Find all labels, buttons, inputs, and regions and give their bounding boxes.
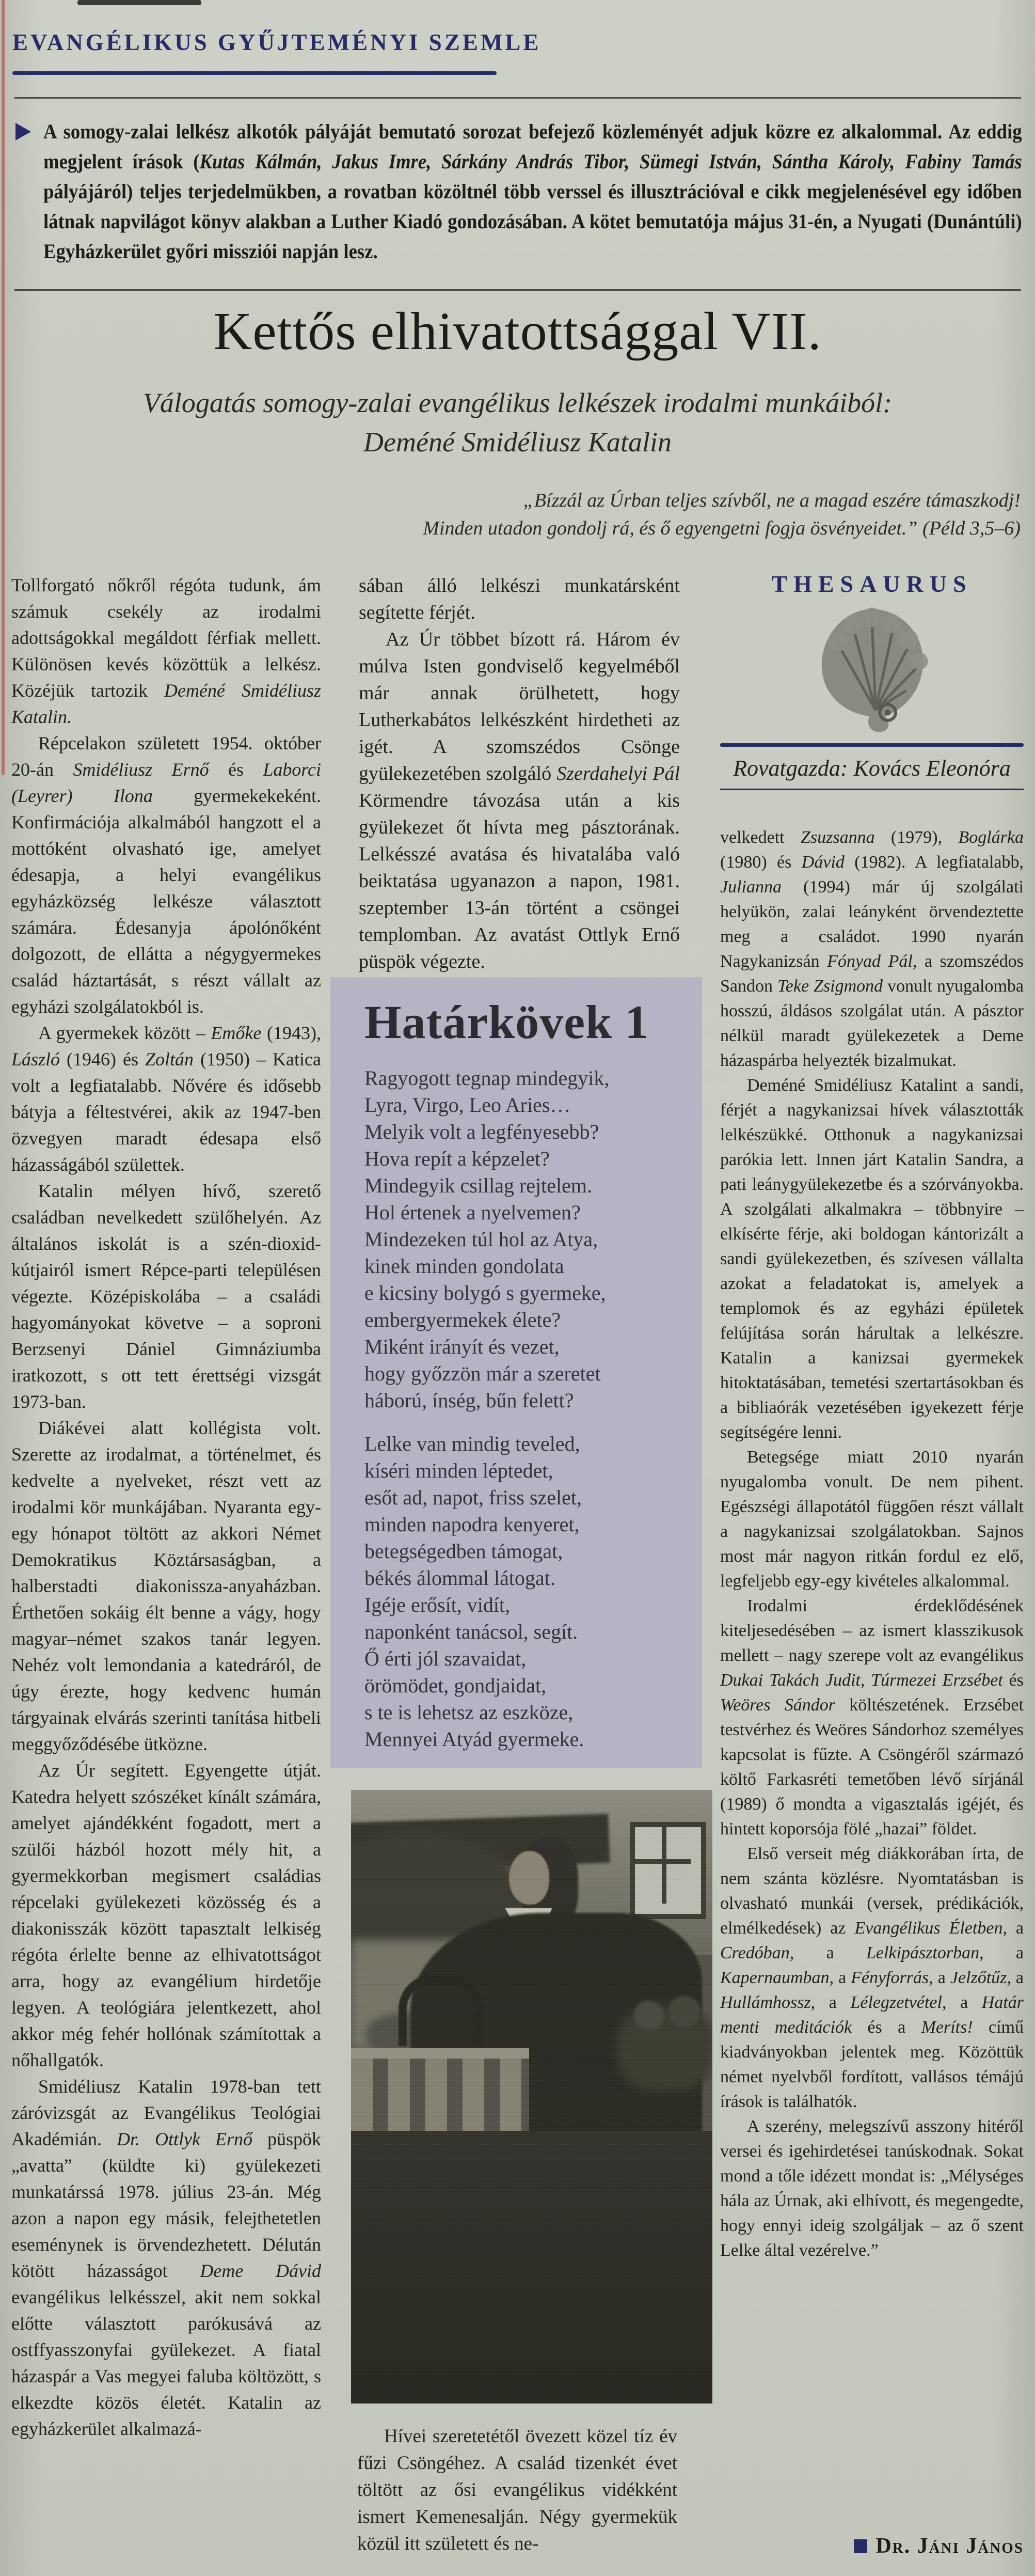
poem-line: minden napodra kenyeret,: [364, 1513, 580, 1536]
photo-grain-overlay: [351, 1790, 712, 2404]
text-run: Deméné Smidéliusz Katalint a sandi, férjét a nagykanizsai hívek választották lelkészükké. Otthonuk a nagykanizsai parókia lett. Innen járt Katalin Sandra, a pati leánygyülekezetbe és a szórványokba. A szolgálati alkalmakra – többnyire – elkísérte férje, aki boldogan kántorizált a sandi gyülekezetben, és szívesen vállalta azokat a feladatokat is, amelyek a templomok és az egyházi épületek felújítása során hárultak a lelkészre. Katalin a kanizsai gyermekek hitoktatásában, temetési szertartásokban és a bibliaórák vezetésében igyekezett férje segítségére lenni.: [720, 1076, 1024, 1442]
text-run: , a: [942, 1993, 982, 2012]
emphasized-text: Dr. Ottlyk Ernő: [116, 2129, 252, 2149]
text-run: Smidéliusz Katalin 1978-ban tett záróvizsgát az Evangélikus Teológiai Akadémián.: [11, 2076, 321, 2149]
masthead-rule: [12, 71, 497, 75]
poem-line: Hova repít a képzelet?: [364, 1147, 550, 1170]
emphasized-text: Evangélikus Életben: [854, 1919, 1003, 1938]
poem-box: [330, 977, 702, 1768]
text-run: Az Úr többet bízott rá. Három év múlva Isten gondviselő kegyelméből már annak örülhetett, hogy Lutherkabátos lelkészként hirdetheti az igét. A szomszédos Csönge gyülekezetében szolgáló: [359, 629, 680, 784]
emphasized-text: Deme Dávid: [200, 2260, 321, 2281]
emphasized-text: Deméné Smidéliusz Katalin.: [11, 680, 321, 727]
poem-title: Határkövek 1: [364, 996, 649, 1048]
emphasized-text: Zoltán: [145, 1049, 194, 1070]
emphasized-text: László: [11, 1049, 60, 1070]
poem-line: hogy győzzön már a szeretet: [364, 1362, 601, 1385]
text-run: , a: [810, 1993, 851, 2012]
paragraph: [11, 1178, 321, 1415]
thesaurus-rule-thin: [720, 789, 1024, 790]
poem-line: s te is lehetsz az eszköze,: [364, 1701, 574, 1724]
emphasized-text: Boglárka: [958, 828, 1024, 847]
poem-line: Mindegyik csillag rejtelem.: [364, 1174, 592, 1197]
emphasized-text: Credóban: [720, 1943, 790, 1962]
article-subtitle: [0, 383, 1035, 462]
emphasized-text: Weöres Sándor: [720, 1695, 836, 1715]
poem-line: esőt ad, napot, friss szelet,: [364, 1486, 582, 1509]
subtitle-line: Válogatás somogy-zalai evangélikus lelkészek irodalmi munkáiból:: [142, 387, 893, 418]
divider-top: [14, 97, 1021, 99]
poem-line: naponként tanácsol, segít.: [364, 1620, 578, 1643]
emphasized-text: Kutas Kálmán, Jakus Imre, Sárkány András Tibor, Sümegi István, Sántha Károly, Fabiny Tamás: [199, 150, 1022, 173]
paragraph: [720, 1073, 1024, 1445]
thesaurus-rule: [720, 743, 1024, 747]
poem-line: Mennyei Atyád gyermeke.: [364, 1727, 584, 1751]
poem-line: kíséri minden léptedet,: [364, 1459, 553, 1482]
poem-line: háború, ínség, bűn felett?: [364, 1389, 574, 1412]
text-run: és: [1002, 1671, 1024, 1690]
emphasized-text: Laborci (Leyrer) Ilona: [11, 759, 321, 806]
text-run: Katalin mélyen hívő, szerető családban nevelkedett szülőhelyén. Az általános iskolát is a szén-dioxid-kútjairól ismert Répce-parti településen végezte. Középiskolába – a családi hagyományokat követve – a soproni Berzsenyi Dániel Gimnáziumba iratkozott, s ott tett érettségi vizsgát 1973-ban.: [11, 1181, 321, 1412]
paragraph: [720, 1842, 1024, 2114]
text-run: című kiadványokban jelentek meg. Közöttük német nyelvből fordított, vallásos témájú írások is találhatók.: [720, 2018, 1024, 2111]
poem-line: Ő érti jól szavaidat,: [364, 1647, 527, 1670]
byline-name: Dr. Jáni János: [875, 2534, 1024, 2558]
poem-line: Ragyogott tegnap mindegyik,: [364, 1066, 610, 1090]
article-title: Kettős elhivatottsággal VII.: [213, 302, 822, 361]
intro-text: [43, 117, 1022, 266]
emphasized-text: Szerdahelyi Pál: [556, 763, 680, 784]
text-run: , a: [979, 1943, 1024, 1962]
shell-engraving-icon: [811, 603, 933, 737]
poem-line: embergyermekek élete?: [364, 1308, 561, 1331]
emphasized-text: Dukai Takách Judit, Túrmezei Erzsébet: [720, 1671, 1003, 1690]
masthead-title: EVANGÉLIKUS GYŰJTEMÉNYI SZEMLE: [12, 29, 542, 55]
emphasized-text: Határ menti meditációk: [720, 1993, 1024, 2037]
intro-box: [13, 117, 1023, 266]
text-run: Tollforgató nőkről régóta tudunk, ám számuk csekély az irodalmi adottságokkal megáldott férfiak mellett. Különösen kevés közöttük a lelkész. Közéjük tartozik: [11, 575, 321, 701]
text-run: (1980) és: [720, 853, 802, 872]
poem-stanza-1: [364, 1065, 681, 1414]
column-2-top: [359, 572, 680, 977]
text-run: sában álló lelkészi munkatársként segítette férjét.: [359, 575, 680, 623]
text-run: , a: [1007, 1968, 1024, 1987]
byline-square-icon: [854, 2539, 867, 2553]
thesaurus-header: [720, 570, 1024, 790]
text-run: , a: [829, 1968, 851, 1987]
emphasized-text: Emőke: [211, 1023, 262, 1043]
text-run: Betegsége miatt 2010 nyarán nyugalomba vonult. De nem pihent. Egészségi állapotától függően részt vállalt a nagykanizsai szolgálatokban. Sajnos most már nagyon ritkán fordul ez elő, legfeljebb egy-egy kivételes alkalommal.: [720, 1448, 1024, 1591]
emphasized-text: Kapernaumban: [720, 1968, 830, 1987]
text-run: Diákévei alatt kollégista volt. Szerette az irodalmat, a történelmet, és kedvelte a nyelveket, részt vett az irodalmi kör munkájában. Nyaranta egy-egy hónapot töltött az akkori Német Demokratikus Köztársaságban, a halberstadti diakonissza-anyaházban. Érthetően sokáig élt benne a vágy, hogy magyar–német szakos tanár legyen. Nehéz volt lemondania a katedráról, de úgy érezte, hogy kedvenc humán tárgyainak elvárás szerinti tanítása hitbeli meggyőződésébe ütközne.: [11, 1418, 321, 1754]
poem-line: e kicsiny bolygó s gyermeke,: [364, 1281, 606, 1305]
text-run: költészetének. Erzsébet testvérhez és Weöres Sándorhoz személyes kapcsolat is fűzte. A Csöngéről származó költő Farkasréti temetőben lévő sírjánál (1989) ő mondta a vigasztalás igéjét, és hintett koporsója fölé „hazai” földet.: [720, 1695, 1024, 1839]
text-run: (1946) és: [60, 1049, 146, 1070]
text-run: pályájáról) teljes terjedelmükben, a rovatban közöltnél több verssel és illusztrációval e cikk megjelenésével egy időben látnak napvilágot könyv alakban a Luther Kiadó gondozásában. A kötet bemutatója május 31-én, a Nyugati (Dunántúli) Egyházkerület győri missziói napján lesz.: [43, 180, 1022, 263]
poem-line: Igéje erősít, vidít,: [364, 1593, 511, 1616]
text-run: Az Úr segített. Egyengette útját. Katedra helyett szószéket kínált számára, amelyet ajándékként fogadott, mert a szülői házból hozott mély hit, a gyermekkorban megismert családias répcelaki gyülekezeti közösség és a diakonisszák között tapasztalt lelkiség régóta érlelte benne az elhivatottságot arra, hogy az evangélium hirdetője legyen. A teológiára jelentkezett, ahol akkor még fehér hollónak számítottak a nőhallgatók.: [11, 1760, 321, 2070]
emphasized-text: Smidéliusz Ernő: [73, 759, 209, 780]
arrow-bullet-icon: [15, 123, 31, 140]
column-2-bottom: [357, 2423, 677, 2574]
text-run: evangélikus lelkésszel, akit nem sokkal előtte választott parókusává az ostffyasszonyfai gyülekezet. A fiatal házaspár a Vas megyei faluba költözött, s elkezdte közös életét. Katalin az egyházkerület alkalmazá-: [11, 2287, 321, 2439]
photo-church-service: [351, 1790, 712, 2404]
text-run: A szerény, melegszívű asszony hitéről versei és igehirdetései tanúskodnak. Sokat mond a tőle idézett mondat is: „Mélységes hála az Úrnak, aki elhívott, és megengedte, hogy ennyi ideig szolgáljak – az ő szent Lelke által vezérelve.”: [720, 2117, 1024, 2260]
text-run: Répcelakon született 1954. október 20-án: [11, 733, 321, 780]
paragraph: [11, 730, 321, 1020]
paragraph: [720, 1445, 1024, 1594]
text-run: A gyermekek között –: [38, 1023, 211, 1043]
emphasized-text: Dávid: [801, 853, 845, 872]
text-run: Első verseit még diákkorában írta, de nem szánta közlésre. Nyomtatásban is olvasható munkái (versek, prédikációk, elmélkedések) az: [720, 1844, 1024, 1938]
emphasized-text: Meríts!: [921, 2018, 973, 2037]
emphasized-text: Lélegzetvétel: [850, 1993, 942, 2012]
emphasized-text: Hullámhossz: [720, 1993, 811, 2012]
text-run: , a: [789, 1943, 866, 1962]
text-run: , a: [929, 1968, 950, 1987]
text-run: püspök „avatta” (küldte ki) gyülekezeti munkatárssá 1978. július 23-án. Még azon a napon egy másik, felejthetetlen eseménynek is örvendezhetett. Délután kötött házasságot: [11, 2129, 321, 2281]
byline: [720, 2534, 1024, 2558]
paragraph: [357, 2423, 677, 2557]
text-run: és: [209, 759, 263, 780]
emphasized-text: Lelkipásztorban: [866, 1943, 980, 1962]
poem-line: Melyik volt a legfényesebb?: [364, 1120, 599, 1143]
poem-line: Lelke van mindig teveled,: [364, 1432, 580, 1455]
poem-line: betegségedben támogat,: [364, 1540, 563, 1563]
emphasized-text: Fónyad Pál,: [827, 952, 917, 971]
paragraph: [720, 2114, 1024, 2263]
epigraph-line: „Bízzál az Úrban teljes szívből, ne a magad eszére támaszkodj!: [523, 490, 1021, 511]
divider-below-intro: [14, 289, 1021, 291]
paragraph: [359, 572, 680, 626]
epigraph-line: Minden utadon gondolj rá, és ő egyengetni fogja ösvényeidet.” (Péld 3,5–6): [423, 517, 1021, 539]
poem-line: Mindezeken túl hol az Atya,: [364, 1228, 598, 1251]
section-title: THESAURUS: [771, 571, 973, 597]
text-run: a szomszédos Sandon: [720, 952, 1024, 996]
paragraph: [11, 1415, 321, 1757]
emphasized-text: Jelzőtűz: [950, 1968, 1007, 1987]
text-run: Körmendre távozása után a kis gyülekezet őt hívta meg pásztorának. Lelkésszé avatása és hivatalába való beiktatása ugyanazon a napon, 1981. szeptember 13-án történt a csöngei templomban. Az avatást Ottlyk Ernő püspök végezte.: [359, 790, 680, 972]
text-run: A somogy-zalai lelkész alkotók pályáját bemutató sorozat befejező közleményét adjuk közre ez alkalommal. Az eddig megjelent írások (: [43, 120, 1022, 173]
text-run: (1979),: [874, 828, 959, 847]
text-run: (1994) már új szolgálati helyükön, zalai leányként örvendeztette meg a családot. 1990 nyarán Nagykanizsán: [720, 877, 1024, 971]
scan-artifact: [77, 0, 201, 5]
poem-line: békés álommal látogat.: [364, 1566, 555, 1590]
column-3: [720, 825, 1024, 2530]
text-run: Irodalmi érdeklődésének kiteljesedésében – az ismert klasszikusok mellett – nagy szerepe volt az evangélikus: [720, 1596, 1024, 1665]
paragraph: [11, 1020, 321, 1178]
text-run: (1950) – Katica volt a legfiatalabb. Nővére és idősebb bátyja a féltestvérei, akik az 1947-ben özvegyen maradt édesapa első házasságából születtek.: [11, 1049, 321, 1175]
emphasized-text: Julianna: [720, 877, 782, 897]
paragraph: [11, 1757, 321, 2074]
section-editor: Rovatgazda: Kovács Eleonóra: [733, 756, 1011, 781]
column-1: [11, 572, 321, 2574]
emphasized-text: Fényforrás: [851, 1968, 929, 1987]
text-run: vonult nyugalomba hosszú, áldásos szolgálat után. A pásztor nélkül maradt gyülekezetek a Deme házaspárba helyezték bizalmukat.: [720, 977, 1024, 1070]
epigraph-quote: [423, 486, 1021, 542]
paragraph: [11, 572, 321, 730]
text-run: gyermekekeként. Konfirmációja alkalmából hangzott el a mottóként olvasható ige, amelyet édesapja, a helyi evangélikus egyházközség lelkésze választott számára. Édesanyja ápolónőként dolgozott, de ellátta a négygyermekes család háztartását, s részt vállalt az egyházi szolgálatokból is.: [11, 786, 321, 1017]
text-run: (1943),: [261, 1023, 321, 1043]
poem-line: Miként irányít és vezet,: [364, 1335, 560, 1358]
emphasized-text: Teke Zsigmond: [777, 977, 883, 996]
text-run: velkedett: [720, 828, 801, 847]
paragraph: [720, 825, 1024, 1073]
paragraph: [11, 2074, 321, 2442]
paragraph: [359, 626, 680, 975]
text-run: Hívei szeretetétől övezett közel tíz év fűzi Csöngéhez. A család tizenkét évet töltött az ősi evangélikus vidékként ismert Kemenesalján. Négy gyermekük közül itt született és ne-: [357, 2426, 677, 2554]
paragraph: [720, 1594, 1024, 1842]
text-run: és a: [852, 2018, 921, 2037]
poem-line: Hol értenek a nyelvemen?: [364, 1201, 581, 1224]
poem-line: kinek minden gondolata: [364, 1254, 564, 1278]
poem-line: Lyra, Virgo, Leo Aries…: [364, 1093, 571, 1117]
text-run: (1982). A legfiatalabb,: [844, 853, 1024, 872]
poem-stanza-2: [364, 1431, 681, 1753]
poem-line: örömödet, gondjaidat,: [364, 1674, 547, 1697]
text-run: , a: [1002, 1919, 1024, 1938]
subtitle-line: Deméné Smidéliusz Katalin: [363, 427, 672, 458]
emphasized-text: Zsuzsanna: [800, 828, 875, 847]
